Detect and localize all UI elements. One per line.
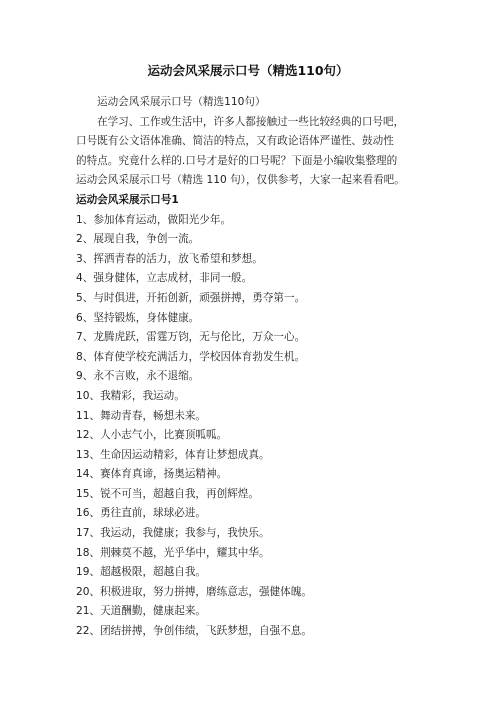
slogan-item: 10、我精彩，我运动。 xyxy=(76,389,185,402)
document-title: 运动会风采展示口号（精选110句） xyxy=(147,63,349,78)
slogan-item: 18、荆棘莫不越，光乎华中，耀其中华。 xyxy=(76,546,270,559)
slogan-item: 15、锐不可当，超越自我，再创辉煌。 xyxy=(76,487,259,500)
slogan-item: 21、天道酬勤，健康起来。 xyxy=(76,605,207,618)
slogan-item: 13、生命因运动精彩，体育让梦想成真。 xyxy=(76,448,270,461)
slogan-item: 5、与时俱进，开拓创新，顽强拼搏，勇夺第一。 xyxy=(76,291,306,304)
document-subtitle: 运动会风采展示口号（精选110句） xyxy=(97,96,266,108)
slogan-item: 19、超越极限，超越自我。 xyxy=(76,566,207,579)
slogan-item: 16、勇往直前，球球必进。 xyxy=(76,507,207,520)
slogan-item: 11、舞动青春，畅想未来。 xyxy=(76,409,207,422)
slogan-item: 7、龙腾虎跃，雷霆万钧，无与伦比，万众一心。 xyxy=(76,331,306,344)
intro-line: 运动会风采展示口号（精选 110 句），仅供参考，大家一起来看看吧。 xyxy=(76,174,405,187)
slogan-item: 9、永不言败，永不退缩。 xyxy=(76,370,200,383)
slogan-item: 12、人小志气小，比赛顶呱呱。 xyxy=(76,429,228,442)
slogan-item: 6、坚持锻炼，身体健康。 xyxy=(76,311,200,324)
slogan-item: 17、我运动，我健康；我参与，我快乐。 xyxy=(76,527,270,540)
slogan-item: 4、强身健体，立志成材，非同一般。 xyxy=(76,272,253,285)
slogan-item: 22、团结拼搏，争创伟绩，飞跃梦想，自强不息。 xyxy=(76,625,312,638)
slogan-item: 14、赛体育真谛，扬奥运精神。 xyxy=(76,468,228,481)
document-body xyxy=(76,93,422,642)
intro-line: 的特点。究竟什么样的.口号才是好的口号呢？下面是小编收集整理的 xyxy=(76,154,398,167)
intro-line: 口号既有公文语体准确、简洁的特点，又有政论语体严谨性、鼓动性 xyxy=(76,135,394,148)
intro-line: 在学习、工作或生活中，许多人都接触过一些比较经典的口号吧， xyxy=(97,115,405,128)
section-heading: 运动会风采展示口号1 xyxy=(76,193,179,206)
slogan-item: 8、体育使学校充满活力，学校因体育勃发生机。 xyxy=(76,350,306,363)
slogan-item: 1、参加体育运动，做阳光少年。 xyxy=(76,213,232,226)
slogan-item: 3、挥洒青春的活力，放飞希望和梦想。 xyxy=(76,252,263,265)
slogan-item: 20、积极进取，努力拼搏，磨练意志，强健体魄。 xyxy=(76,585,312,598)
slogan-item: 2、展现自我，争创一流。 xyxy=(76,233,200,246)
